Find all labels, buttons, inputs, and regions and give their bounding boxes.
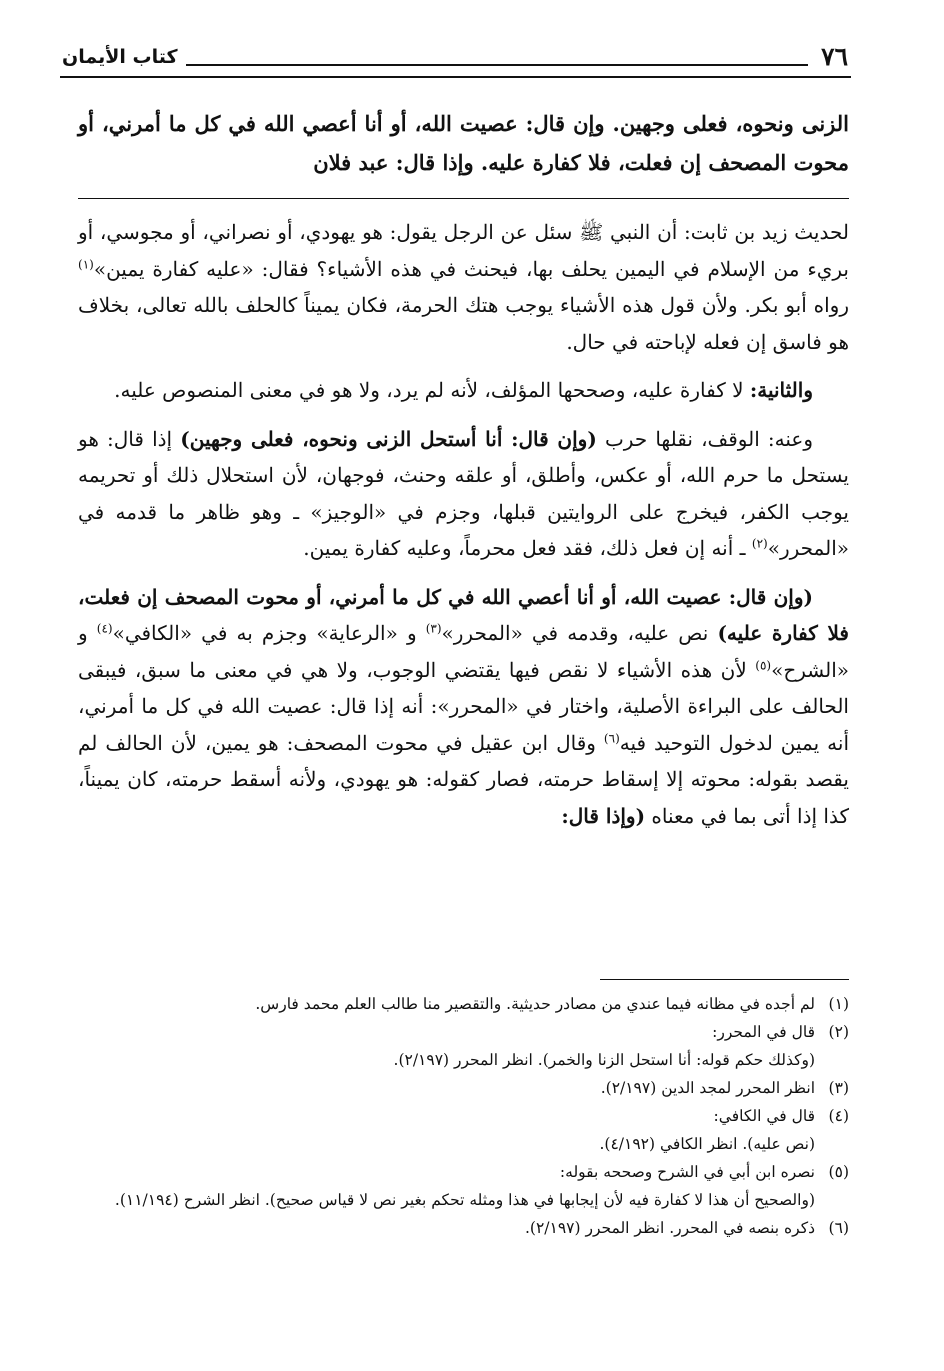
footnote [78,1186,849,1214]
main-text: الزنى ونحوه، فعلى وجهين. وإن قال: عصيت الله، أو أنا أعصي الله في كل ما أمرني، أو محوت المصحف إن فعلت، فلا كفارة عليه. وإذا قال: عبد فلان [78,111,849,175]
commentary-paragraph [78,421,849,567]
paragraph-text: رواه أبو بكر. ولأن قول هذه الأشياء يوجب هتك الحرمة، فكان يميناً كالحلف بالله تعالى، بخلاف هو فاسق إن فعله لإباحته في حال. [78,293,849,354]
footnote-text: انظر المحرر لمجد الدين (٢/١٩٧). [600,1079,815,1097]
footnote [78,1046,849,1074]
footnote [78,1074,849,1102]
page-number: ٧٦ [821,42,848,71]
header-underline [60,76,851,78]
main-text-separator [78,198,849,199]
commentary-paragraph [78,214,849,360]
footnote-text: (وكذلك حكم قوله: أنا استحل الزنا والخمر). انظر المحرر (٢/١٩٧). [393,1051,815,1069]
paragraph-text: إذا قال: هو يستحل ما حرم الله، أو عكس، وأطلق، أو علقه وحنث، فوجهان، لأن استحلال ذلك أو تحريمه يوجب الكفر، فيخرج على الروايتين قبلها، وجزم في «الوجيز» ـ وهو ظاهر ما قدمه في «المحرر» [78,426,850,560]
paragraph-text: وقال ابن عقيل في محوت المصحف: هو يمين، لأن الحالف لم يقصد بقوله: محوته إلا إسقاط حرمته، فصار كقوله: هو يهودي، ولأنه أسقط حرمته، كان يميناً، كذا إذا أتى بما في معناه [78,730,849,828]
paragraph-text: لأن هذه الأشياء لا نقص فيها يقتضي الوجوب، ولا هي في معنى ما سبق، فيبقى الحالف على البراءة الأصلية، واختار في «المحرر»: أنه إذا قال: عصيت الله في كل ما أمرني، أنه يمين لدخول التوحيد فيه [78,657,849,755]
commentary-paragraph [78,372,849,409]
header-rule [186,64,808,66]
footnote-text: ذكره بنصه في المحرر. انظر المحرر (٢/١٩٧). [524,1219,815,1237]
footnote [78,1158,849,1186]
quoted-matn: (وإن قال: عصيت الله، أو أنا أعصي الله في كل ما أمرني، أو محوت المصحف إن فعلت، فلا كفارة عليه) [78,584,849,645]
footnote-ref: (١) [78,256,94,271]
running-title: كتاب الأيمان [62,46,178,68]
footnote-number: (٤) [828,1107,849,1125]
footnote-number: (٦) [828,1219,849,1237]
footnote [78,1102,849,1130]
commentary-paragraph [78,579,849,835]
footnote-number: (٥) [828,1163,849,1181]
footnote-ref: (٤) [96,621,113,636]
footnote-ref: (٣) [425,621,442,636]
footnote-number [815,1046,849,1074]
footnote-ref: (٢) [751,536,768,551]
quoted-matn: (وإن قال: أنا أستحل الزنى ونحوه، فعلى وجهين) [180,426,597,451]
footnote-text: (نص عليه). انظر الكافي (٤/١٩٢). [599,1135,815,1153]
quoted-matn: (وإذا قال: [561,803,646,828]
footnote [78,990,849,1018]
footnote [78,1214,849,1242]
footnote [78,1130,849,1158]
footnote-number [815,1186,849,1214]
footnote-number: (٢) [828,1023,849,1041]
commentary [78,214,849,846]
paragraph-text: نص عليه، وقدمه في «المحرر» [441,621,718,645]
paragraph-text: و «الرعاية» وجزم به في «الكافي» [112,621,426,645]
footnote-text: قال في المحرر: [712,1023,815,1041]
footnote [78,1018,849,1046]
footnote-number: (١) [828,995,849,1013]
paragraph-text: ـ أنه إن فعل ذلك، فقد فعل محرماً، وعليه كفارة يمين. [303,536,752,560]
footnotes [78,990,849,1242]
paragraph-text: لا كفارة عليه، وصححها المؤلف، لأنه لم يرد، ولا هو في معنى المنصوص عليه. [114,378,750,402]
footnote-number: (٣) [828,1079,849,1097]
paragraph-text: وعنه: الوقف، نقلها حرب [596,426,813,451]
footnote-ref: (٦) [603,730,620,745]
paragraph-text: لحديث زيد بن ثابت: أن النبي ﷺ سئل عن الرجل يقول: هو يهودي، أو نصراني، أو مجوسي، أو بريء من الإسلام في اليمين يحلف بها، فيحنث في هذه الأشياء؟ فقال: «عليه كفارة يمين» [78,220,849,281]
footnote-rule [600,979,849,980]
footnote-text: نصره ابن أبي في الشرح وصححه بقوله: [559,1163,815,1181]
footnote-number [815,1130,849,1158]
footnote-text: لم أجده في مظانه فيما عندي من مصادر حديثية. والتقصير منا طالب العلم محمد فارس. [255,995,815,1013]
paragraph-text: و «الشرح» [78,621,850,682]
footnote-text: قال في الكافي: [713,1107,815,1125]
footnote-ref: (٥) [755,657,772,672]
footnote-text: (والصحيح أن هذا لا كفارة فيه لأن إيجابها في هذا ومثله تحكم بغير نص لا قياس صحيح). انظر الشرح (١١/١٩٤). [114,1191,815,1209]
bold-lead: والثانية: [749,378,813,402]
